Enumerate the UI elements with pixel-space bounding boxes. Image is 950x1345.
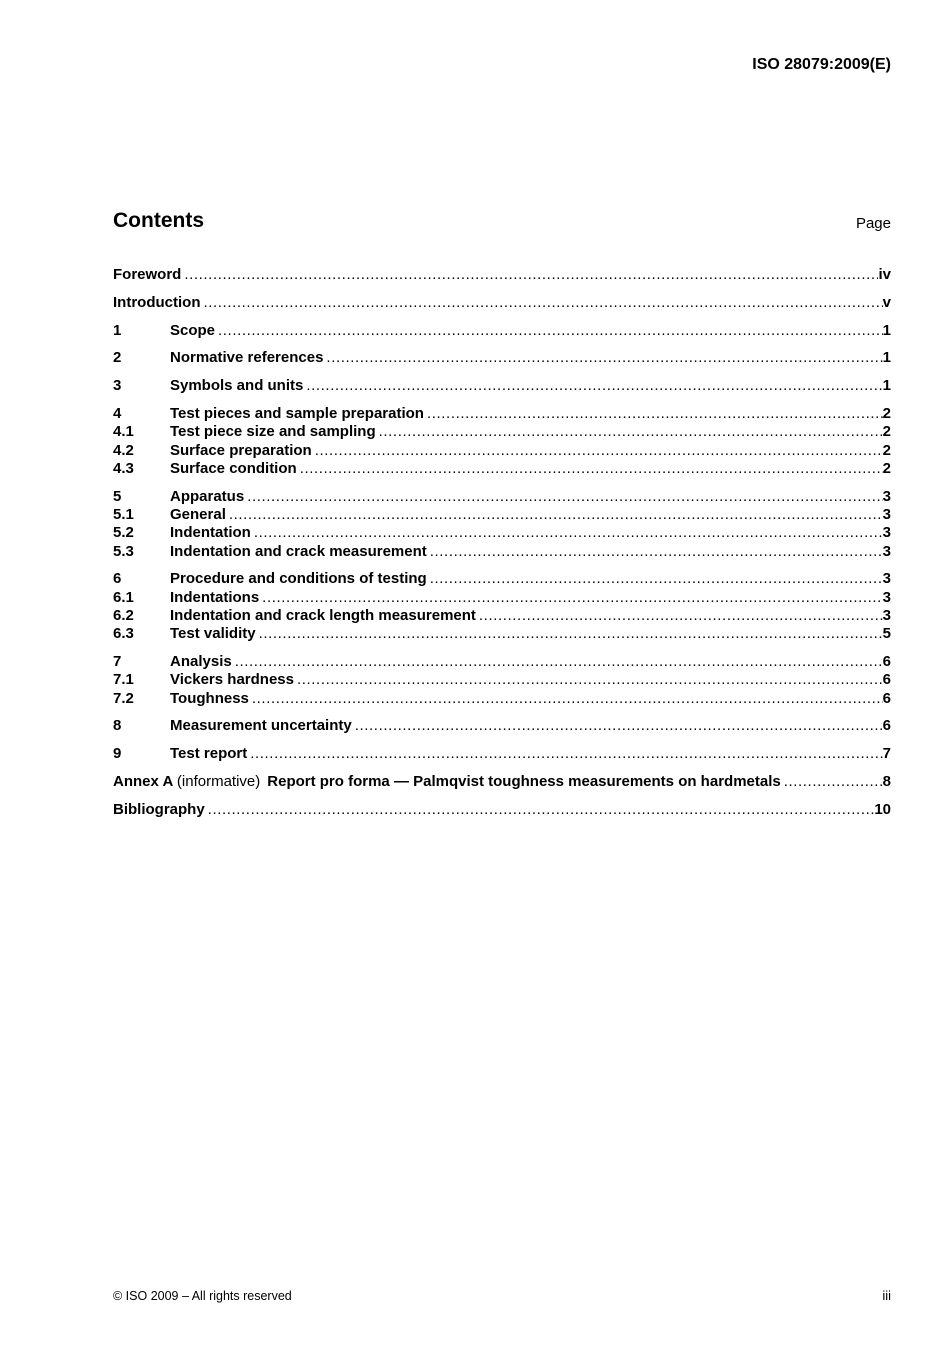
toc-entry-page: 8 — [882, 773, 891, 791]
toc-group-3 — [113, 377, 891, 395]
toc-entry-number: 3 — [113, 377, 122, 395]
toc-entry-vickers-hardness[interactable] — [113, 671, 891, 689]
toc-entry-number: 8 — [113, 717, 122, 735]
toc-group-9 — [113, 745, 891, 763]
toc-entry-label: Scope — [170, 321, 216, 339]
toc-entry-page: 7 — [882, 745, 891, 763]
toc-entry-label: Procedure and conditions of testing — [170, 570, 427, 588]
dot-leader — [251, 524, 883, 542]
toc-entry-number: 5.3 — [113, 542, 134, 560]
toc-entry-page: 6 — [882, 671, 891, 689]
toc-group-6 — [113, 570, 891, 643]
toc-entry-number: 6.3 — [113, 625, 134, 643]
toc-entry-label: Bibliography — [113, 800, 205, 818]
toc-group-bibliography — [113, 801, 891, 819]
toc-group-foreword — [113, 266, 891, 284]
toc-entry-bibliography[interactable] — [113, 801, 891, 819]
toc-entry-scope[interactable] — [113, 322, 891, 340]
standard-identifier: ISO 28079:2009(E) — [752, 56, 891, 73]
toc-entry-surface-preparation[interactable] — [113, 442, 891, 460]
dot-leader — [244, 488, 882, 506]
toc-entry-number: 4.2 — [113, 441, 134, 459]
toc-entry-normative-references[interactable] — [113, 349, 891, 367]
toc-entry-label: Vickers hardness — [170, 671, 294, 689]
toc-entry-number: 4.1 — [113, 423, 134, 441]
toc-entry-test-pieces[interactable] — [113, 405, 891, 423]
toc-entry-number: 5 — [113, 487, 122, 505]
toc-entry-page: 1 — [882, 377, 891, 395]
dot-leader — [476, 607, 883, 625]
toc-entry-label: Test pieces and sample preparation — [170, 404, 424, 422]
toc-entry-analysis[interactable] — [113, 653, 891, 671]
toc-entry-number: 6 — [113, 570, 122, 588]
toc-entry-page: 3 — [882, 505, 891, 523]
dot-leader — [297, 460, 883, 478]
dot-leader — [294, 671, 883, 689]
toc-entry-label: Introduction — [113, 293, 201, 311]
toc-entry-label — [113, 773, 781, 791]
toc-entry-page: 3 — [882, 542, 891, 560]
dot-leader — [215, 322, 883, 340]
toc-entry-general[interactable] — [113, 506, 891, 524]
toc-group-annex-a — [113, 773, 891, 791]
toc-entry-number: 7 — [113, 653, 122, 671]
toc-entry-page: 2 — [882, 423, 891, 441]
toc-group-introduction — [113, 294, 891, 312]
page-column-label: Page — [855, 215, 891, 232]
dot-leader — [427, 570, 883, 588]
toc-entry-label: Indentation and crack measurement — [170, 542, 427, 560]
dot-leader — [256, 625, 883, 643]
toc-entry-number: 9 — [113, 745, 122, 763]
dot-leader — [249, 690, 883, 708]
toc-entry-page: 2 — [882, 404, 891, 422]
toc-entry-page: 6 — [882, 689, 891, 707]
toc-entry-page: 3 — [882, 606, 891, 624]
toc-entry-label: Apparatus — [170, 487, 245, 505]
contents-heading: Contents — [113, 209, 204, 232]
dot-leader — [200, 294, 882, 312]
toc-entry-page: 6 — [882, 717, 891, 735]
toc-entry-page: 10 — [874, 800, 891, 818]
toc-entry-label: Foreword — [113, 266, 182, 283]
toc-group-7 — [113, 653, 891, 708]
page-number: iii — [882, 1288, 891, 1303]
toc-entry-toughness[interactable] — [113, 690, 891, 708]
dot-leader — [352, 717, 883, 735]
toc-entry-label: Normative references — [170, 349, 324, 367]
toc-entry-number: 7.1 — [113, 671, 134, 689]
dot-leader — [226, 506, 883, 524]
table-of-contents — [113, 266, 891, 829]
toc-entry-page: 2 — [882, 459, 891, 477]
toc-entry-number: 6.1 — [113, 588, 134, 606]
dot-leader — [205, 801, 875, 819]
dot-leader — [181, 266, 878, 284]
dot-leader — [312, 442, 883, 460]
toc-entry-test-validity[interactable] — [113, 625, 891, 643]
toc-entry-label: General — [170, 505, 226, 523]
toc-entry-indentation[interactable] — [113, 524, 891, 542]
annex-title: Report pro forma — Palmqvist toughness measurements on hardmetals — [267, 773, 781, 791]
toc-entry-label: Test validity — [170, 625, 256, 643]
toc-entry-page: v — [882, 293, 891, 311]
toc-entry-label: Analysis — [170, 653, 232, 671]
toc-entry-number: 7.2 — [113, 689, 134, 707]
toc-entry-measurement-uncertainty[interactable] — [113, 717, 891, 735]
toc-entry-crack-length-measurement[interactable] — [113, 607, 891, 625]
toc-entry-page: 5 — [882, 625, 891, 643]
toc-entry-number: 5.2 — [113, 524, 134, 542]
toc-entry-page: 1 — [882, 349, 891, 367]
dot-leader — [247, 745, 882, 763]
dot-leader — [427, 543, 883, 561]
dot-leader — [781, 773, 883, 791]
toc-entry-label: Surface condition — [170, 459, 297, 477]
dot-leader — [259, 589, 882, 607]
toc-entry-test-report[interactable] — [113, 745, 891, 763]
copyright-notice: © ISO 2009 – All rights reserved — [113, 1289, 292, 1303]
dot-leader — [323, 349, 882, 367]
toc-group-5 — [113, 488, 891, 561]
toc-entry-page: 3 — [882, 570, 891, 588]
toc-group-4 — [113, 405, 891, 478]
toc-entry-indentation-crack-measurement[interactable] — [113, 543, 891, 561]
toc-entry-procedure[interactable] — [113, 570, 891, 588]
toc-group-8 — [113, 717, 891, 735]
toc-entry-surface-condition[interactable] — [113, 460, 891, 478]
toc-entry-label: Indentations — [170, 588, 260, 606]
annex-qualifier: (informative) — [176, 773, 261, 791]
toc-entry-apparatus[interactable] — [113, 488, 891, 506]
toc-entry-label: Surface preparation — [170, 441, 312, 459]
toc-entry-test-piece-size[interactable] — [113, 423, 891, 441]
toc-entry-label: Indentation and crack length measurement — [170, 606, 476, 624]
toc-entry-symbols-and-units[interactable] — [113, 377, 891, 395]
toc-entry-number: 6.2 — [113, 606, 134, 624]
toc-entry-introduction[interactable] — [113, 294, 891, 312]
toc-entry-number: 4.3 — [113, 459, 134, 477]
toc-entry-indentations[interactable] — [113, 589, 891, 607]
toc-entry-annex-a[interactable] — [113, 773, 891, 791]
toc-entry-number: 2 — [113, 349, 122, 367]
toc-group-2 — [113, 349, 891, 367]
dot-leader — [376, 423, 883, 441]
toc-entry-page: 1 — [882, 321, 891, 339]
toc-group-1 — [113, 322, 891, 340]
toc-entry-foreword[interactable] — [113, 266, 891, 284]
toc-entry-label: Symbols and units — [170, 377, 304, 395]
toc-entry-label: Measurement uncertainty — [170, 717, 352, 735]
toc-entry-number: 4 — [113, 404, 122, 422]
toc-entry-page: 3 — [882, 524, 891, 542]
annex-prefix: Annex A — [113, 773, 173, 791]
dot-leader — [232, 653, 883, 671]
toc-entry-page: 3 — [882, 487, 891, 505]
toc-entry-label: Toughness — [170, 689, 249, 707]
toc-entry-page: 3 — [882, 588, 891, 606]
dot-leader — [303, 377, 882, 395]
toc-entry-label: Test report — [170, 745, 248, 763]
toc-entry-label: Indentation — [170, 524, 251, 542]
toc-entry-number: 1 — [113, 321, 122, 339]
dot-leader — [424, 405, 883, 423]
toc-entry-number: 5.1 — [113, 505, 134, 523]
toc-entry-page: 2 — [882, 441, 891, 459]
toc-entry-label: Test piece size and sampling — [170, 423, 376, 441]
toc-entry-page: 6 — [882, 653, 891, 671]
toc-entry-page: iv — [878, 266, 891, 283]
